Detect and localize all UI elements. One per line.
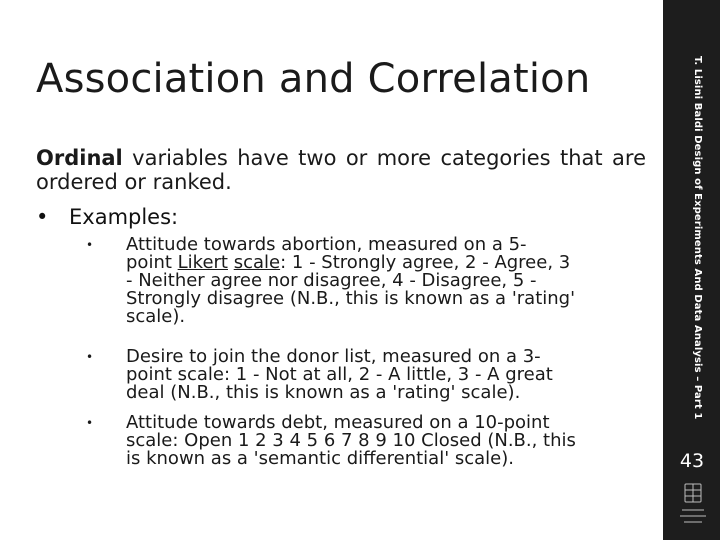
bullet: • — [36, 205, 49, 229]
bullet: • — [86, 238, 94, 252]
text-line: scale). — [126, 306, 186, 327]
likert-term: Likert — [177, 252, 228, 273]
text-line: - Neither agree nor disagree, 4 - Disagree, 5 - — [126, 270, 537, 291]
page-number: 43 — [679, 450, 705, 472]
text-line: Attitude towards debt, measured on a 10-point — [126, 412, 550, 433]
text-fragment: point — [126, 252, 178, 273]
ordinal-definition — [36, 146, 646, 194]
ordinal-definition-text: variables have two or more categories that are ordered or ranked. — [36, 146, 646, 194]
bullet: • — [86, 416, 94, 430]
scale-term: scale — [233, 252, 281, 273]
text-line: deal (N.B., this is known as a 'rating' scale). — [126, 382, 521, 403]
university-logo — [676, 482, 710, 536]
text-line: Attitude towards abortion, measured on a 5- — [126, 234, 527, 255]
example-text — [126, 414, 646, 468]
text-line: point scale: 1 - Not at all, 2 - A little, 3 - A great — [126, 364, 553, 385]
slide-title: Association and Correlation — [36, 56, 591, 102]
ordinal-term: Ordinal — [36, 146, 123, 170]
examples-label: Examples: — [69, 205, 179, 229]
text-line: Strongly disagree (N.B., this is known as a 'rating' — [126, 288, 576, 309]
text-line: scale: Open 1 2 3 4 5 6 7 8 9 10 Closed (N.B., this — [126, 430, 576, 451]
text-line: Desire to join the donor list, measured on a 3- — [126, 346, 541, 367]
text-fragment: : 1 - Strongly agree, 2 - Agree, 3 — [280, 252, 571, 273]
example-text — [126, 348, 646, 402]
bullet: • — [86, 350, 94, 364]
example-text — [126, 236, 646, 326]
text-line: is known as a 'semantic differential' scale). — [126, 448, 515, 469]
course-footer: T. Lisini Baldi Design of Experiments And Data Analysis – Part 1 — [692, 56, 703, 420]
